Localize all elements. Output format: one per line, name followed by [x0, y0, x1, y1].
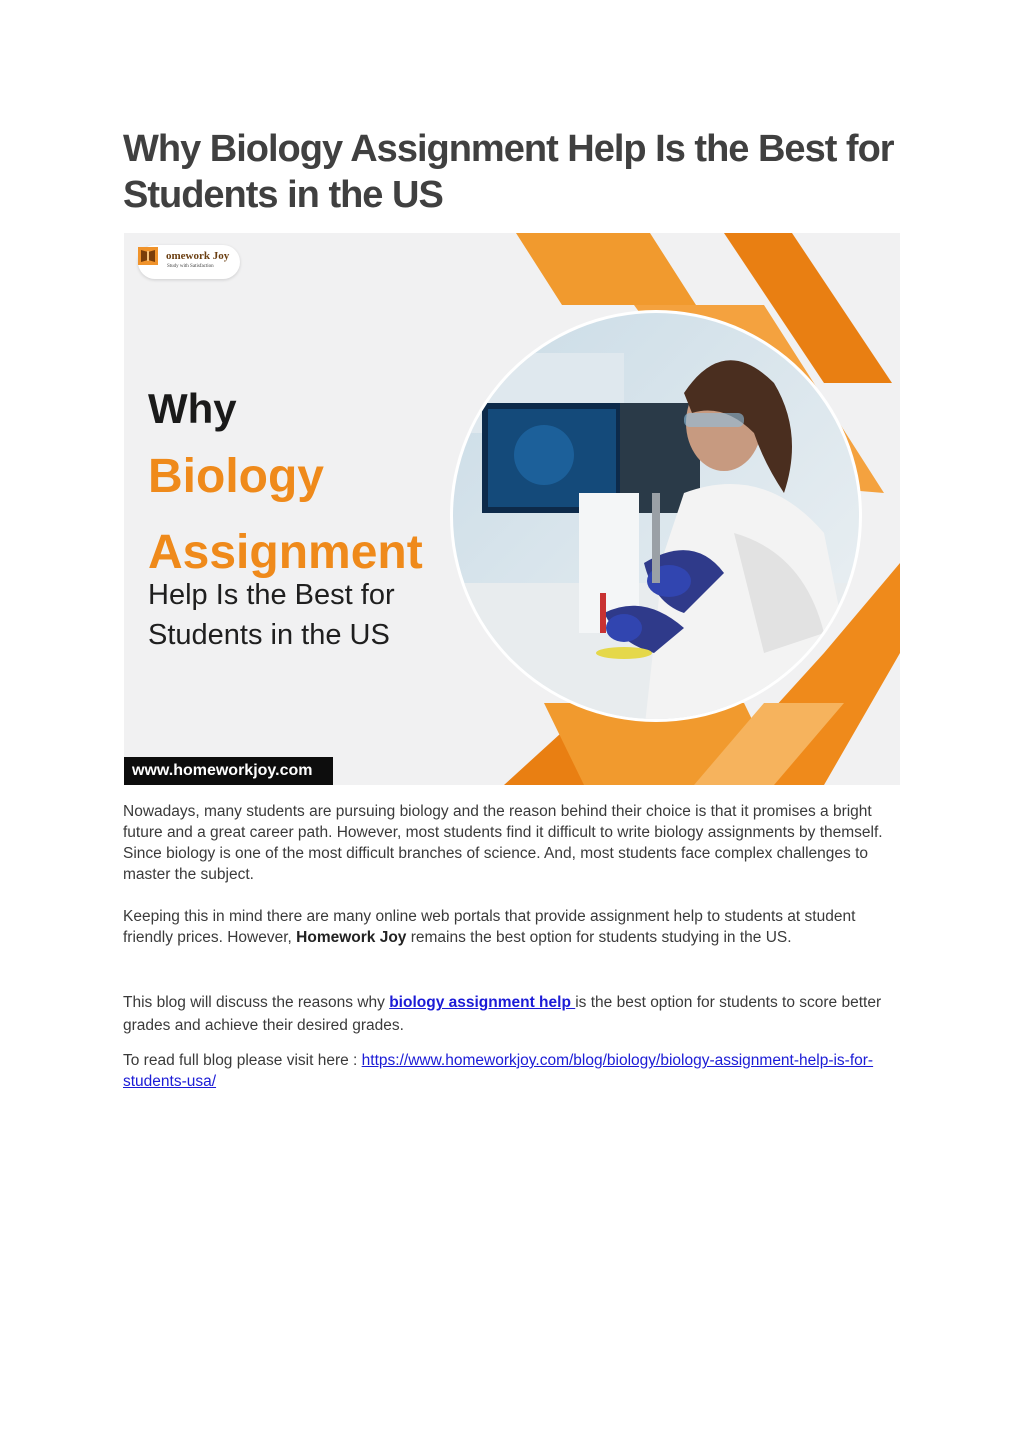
- homework-joy-bold: Homework Joy: [296, 929, 407, 946]
- portals-text-before: Keeping this in mind there are many online web portals that provide assignment help to students at student friendly prices. However,: [123, 908, 856, 946]
- chevron-shape: [516, 233, 696, 305]
- hero-banner-image: [124, 233, 900, 785]
- reasons-text-before: This blog will discuss the reasons why: [123, 994, 390, 1011]
- banner-graphic: [124, 233, 900, 785]
- blog-reasons-paragraph: [123, 991, 903, 1037]
- read-more-text: To read full blog please visit here :: [123, 1052, 362, 1069]
- page-title: Why Biology Assignment Help Is the Best for Students in the US: [123, 128, 894, 216]
- homework-joy-logo: [138, 245, 240, 279]
- portals-paragraph: [123, 906, 903, 948]
- banner-line-assignment: Assignment: [148, 526, 423, 579]
- book-logo-icon: [138, 245, 158, 267]
- biology-assignment-help-link[interactable]: biology assignment help: [389, 994, 576, 1011]
- intro-paragraph: Nowadays, many students are pursuing biology and the reason behind their choice is that it promises a bright future and a great career path. However, most students find it difficult to write biology assignments by themself. Since biology is one of the most difficult branches of science. And, most students face complex challenges to master the subject.: [123, 803, 883, 883]
- full-blog-link[interactable]: https://www.homeworkjoy.com/blog/biology/biology-assignment-help-is-for-students-usa/: [123, 1052, 874, 1090]
- logo-tagline: Study with Satisfaction: [167, 264, 214, 269]
- banner-line-why: Why: [148, 385, 237, 432]
- banner-line-students: Students in the US: [148, 619, 390, 651]
- banner-line-biology: Biology: [148, 450, 324, 503]
- read-more-paragraph: [123, 1050, 903, 1092]
- logo-name: omework Joy: [166, 250, 230, 262]
- reasons-text-after: is the best option for students to score better grades and achieve their desired grades.: [123, 994, 882, 1034]
- banner-line-help: Help Is the Best for: [148, 579, 395, 611]
- portals-text-after: remains the best option for students studying in the US.: [406, 929, 792, 946]
- banner-url-bar: www.homeworkjoy.com: [124, 757, 333, 785]
